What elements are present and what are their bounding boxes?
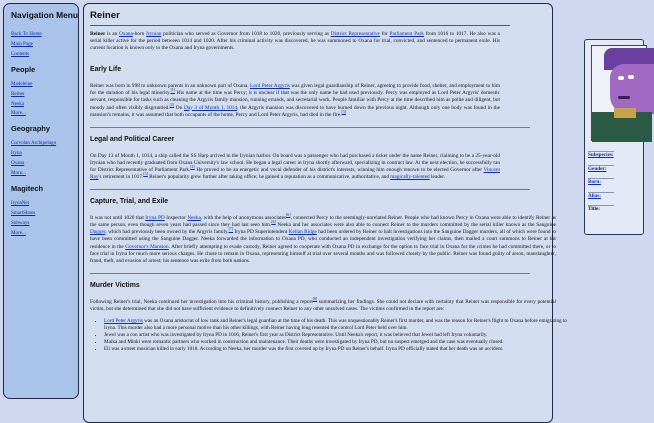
- text-run: had been ordered by Reiner to halt investigations into the Sanguine Dagger murders, all of which were found to have been committed using the Sanguine Dagger. Neeka forwarded the information to Oxana PD, who conducted an independent investigation verifying her claims, then mailed a court summons to Reiner at his residence in the: [90, 229, 556, 250]
- text-run: Eli was a street musician killed in early 1018. According to Neeka, her murder was the first covered up by Iryna PD on Reiner's behalf. Iryna PD officially stated that her death was an accident.: [104, 346, 504, 353]
- inline-link[interactable]: Vincent Ray: [90, 166, 500, 181]
- inline-link[interactable]: Parliament Park: [389, 31, 424, 37]
- infobox-subspecies-link[interactable]: Subspecies:: [588, 152, 614, 158]
- text-run: -born: [132, 31, 147, 37]
- citation-link[interactable]: [5]: [143, 172, 148, 177]
- intro-paragraph: [90, 31, 500, 52]
- nav-link-subways[interactable]: Subways: [11, 219, 30, 226]
- nav-section-people: [11, 78, 78, 118]
- citation-link[interactable]: [8]: [312, 297, 318, 302]
- section-paragraph: [90, 215, 556, 265]
- nav-link-main-page[interactable]: Main Page: [11, 40, 33, 47]
- nav-menu-title: Navigation Menu: [11, 10, 79, 20]
- nav-link-irynanet[interactable]: IrynaNet: [11, 199, 30, 206]
- text-run: Reiner was born in 998 to unknown parents in an unknown part of Oxana.: [90, 83, 250, 90]
- section-paragraph: [90, 83, 500, 118]
- nav-link-contents[interactable]: Contents: [11, 50, 30, 57]
- citation-link[interactable]: [2]: [169, 102, 175, 107]
- bold-term: Reiner: [90, 31, 106, 37]
- inline-link[interactable]: Day 3 of Month 1, 1014: [183, 104, 238, 111]
- section-divider: [90, 273, 530, 274]
- text-run: was an Oxana aristocrat of low rank and Reiner's legal guardian at the time of his death. This was unquestionably Reiner's first murder, and was the reason for Reiner's flight to Oxana before emigrating to Iryna. This murder also had a more personal motive than his other killings, with Reiner having long resented the control Lord Peter held over him.: [104, 317, 567, 332]
- nav-link-back-to-home[interactable]: Back To Home: [11, 31, 42, 37]
- article-body: [90, 31, 567, 353]
- nav-link-corvolan-archipelago[interactable]: Corvolan Archipelago: [11, 140, 57, 147]
- nav-main-links: [11, 28, 78, 58]
- infobox: [584, 39, 644, 235]
- nav-link-magitech-more[interactable]: More...: [11, 229, 26, 236]
- text-run: was given legal guardianship of Reiner, agreeing to provide food, shelter, and employment to him for the duration of his legal minority.: [90, 83, 500, 97]
- inline-link[interactable]: Lord Peter Argyris: [104, 317, 143, 324]
- citation-link[interactable]: [1]: [170, 88, 176, 93]
- nav-section-magitech: [11, 197, 78, 237]
- inline-link[interactable]: District Representative: [330, 31, 380, 37]
- nav-section-title-geography: Geography: [11, 124, 51, 134]
- text-run: from 1016 to 1017. He also was a serial killer active for the period between 1014 and 1020. After his criminal activity was discovered, he was summoned to Oxana for trial, convicted, and sentenced to permanent exile. His current location is known only to the Oxana and Iryna governments.: [90, 31, 500, 52]
- text-run: Iryna PD Superintendent: [233, 229, 289, 236]
- text-run: , with the help of anonymous associates: [200, 215, 287, 222]
- citation-link[interactable]: [3]: [341, 109, 346, 114]
- nav-section-title-magitech: Magitech: [11, 183, 44, 193]
- nav-link-iryna[interactable]: Iryna: [11, 150, 22, 157]
- text-run: Jewel was a con artist who was investigated by Iryna PD in 1016, Reiner's first year as District Representative. Until Neeka's report, it was believed that Jewel had left Iryna voluntarily.: [104, 332, 488, 339]
- text-run: Neeka and her associates were also able to connect Reiner to the murders committed by the serial killer known as the Sanguine: [275, 222, 556, 229]
- text-run: 's retirement in 1017.: [98, 174, 144, 181]
- inline-link[interactable]: Neeka: [187, 215, 201, 222]
- text-run: . After briefly attempting to evade custody, Reiner agreed to cooperate with Oxana PD in exchange for the option to face trial in Oxana for the crimes he had committed there, or to face trial in Iryna for much more serious charges. He chose to remain in Oxana, representing himself at trial over several months and was followed closely by the public. Reiner was found guilty of arson, manslaughter, fraud, theft, and evasion of arrest; his sentence was exile from both nations.: [90, 243, 556, 264]
- text-run: is an: [105, 31, 120, 37]
- text-run: He proved to be an energetic and vocal defender of his district's interests, winning him enough renown to be elected Governor after: [194, 166, 484, 173]
- nav-link-reiner[interactable]: Reiner: [11, 90, 25, 97]
- section-heading-capture-trial-and-exile: Capture, Trial, and Exile: [90, 198, 169, 206]
- text-run: , the Argyris mansion was discovered to have burned down the previous night. Although only one body was found in the mansion's remains, it was assumed that both occupants of the home, Percy and Lord Peter Argyris, had died in the fire.: [90, 104, 501, 118]
- text-run: , which had previously been owned by the Argyris family.: [105, 229, 229, 236]
- infobox-gender-link[interactable]: Gender:: [588, 165, 607, 172]
- section-divider: [90, 127, 530, 128]
- sidebar: [3, 3, 79, 399]
- text-run: politician who served as Governor from 1018 to 1020, previously serving as: [161, 31, 331, 37]
- nav-section-title-people: People: [11, 64, 36, 74]
- text-run: leader.: [429, 174, 446, 181]
- section-divider: [90, 189, 530, 190]
- text-run: Inspector: [164, 215, 188, 222]
- list-item: [104, 346, 570, 353]
- nav-link-neeka[interactable]: Neeka: [11, 100, 25, 107]
- inline-link[interactable]: Dagger: [90, 229, 106, 236]
- inline-link[interactable]: Lord Peter Argyris: [250, 83, 290, 90]
- inline-link[interactable]: Irynian: [146, 31, 162, 37]
- victim-list: [98, 318, 570, 353]
- infobox-fields: [588, 151, 614, 219]
- title-divider: [90, 25, 510, 26]
- text-run: On Day 13 of Month 1, 1014, a ship called the SS Harp arrived in the Irynian harbor. On board was a passenger who had purchased a ticket under the name Reiner, claiming to be a 25-year-old Irynian who had recently graduated from Oxana University's law school. He began a legal career in Iryna shortly afterward, specializing in contract law. At the next election, he successfully ran for District Representative of Parliament Park.: [90, 152, 500, 173]
- text-run: His name at the time was Percy; it is unclear if that was the only name he had used previously. Percy was employed as Lord Peter Argyris' domestic servant, responsible for tasks such as cleaning the Argyris family mansion, running errands, and secretarial work. People familiar with Percy at the time described him as polite and diligent, but moody and often visibly disgruntled.: [90, 90, 500, 111]
- nav-link-geography-more[interactable]: More...: [11, 170, 26, 177]
- text-run: for: [379, 31, 390, 37]
- list-item: [104, 318, 570, 332]
- section-paragraph: [90, 299, 556, 313]
- nav-section-geography: [11, 137, 78, 177]
- section-heading-legal-and-political-career: Legal and Political Career: [90, 135, 175, 143]
- infobox-title-label: Title:: [588, 206, 601, 212]
- nav-link-smartshoes[interactable]: SmartShoes: [11, 209, 36, 216]
- text-run: Reiner's popularity grew further after taking office; he gained a reputation as a communicative, authoritative, and: [147, 174, 391, 181]
- section-heading-early-life: Early Life: [90, 66, 122, 74]
- section-paragraph: [90, 153, 500, 181]
- inline-link[interactable]: Oxana: [119, 31, 133, 37]
- article-panel: [83, 3, 614, 423]
- text-run: , connected Percy to the seemingly-unrelated Reiner. People who had known Percy in Oxana were able to identify Reiner as the same person, even though seven years had passed since they had last seen him.: [90, 215, 556, 229]
- page-title: Reiner: [90, 10, 120, 21]
- citation-link[interactable]: [6]: [271, 220, 276, 225]
- citation-link[interactable]: [6]: [286, 213, 291, 218]
- text-run: It was not until 1020 that: [90, 215, 146, 222]
- inline-link[interactable]: Kellan Ridge: [288, 229, 317, 236]
- section-heading-murder-victims: Murder Victims: [90, 281, 140, 289]
- inline-link[interactable]: Iryna PD: [145, 215, 165, 222]
- citation-link[interactable]: [4]: [190, 165, 195, 170]
- nav-link-oxana[interactable]: Oxana: [11, 160, 25, 167]
- list-item: [104, 332, 570, 339]
- text-run: On: [174, 104, 184, 111]
- character-portrait: [591, 45, 647, 141]
- text-run: summarizing her findings. She could not declare with certainty that Reiner was responsible for every potential victim, but she determined that she did not have sufficient evidence to definitively connect Reiner to any other unsolved cases. The victims confirmed in the report are:: [90, 298, 556, 312]
- nav-link-madeleine[interactable]: Madeleine: [11, 80, 33, 87]
- citation-link[interactable]: [7]: [228, 227, 234, 232]
- nav-link-people-more[interactable]: More...: [11, 110, 26, 117]
- infobox-alias-link[interactable]: Alias:: [588, 192, 601, 199]
- text-run: Following Reiner's trial, Neeka continued her investigation into his criminal history, publishing a report: [90, 298, 313, 305]
- text-run: Maika and Minki were romantic partners who worked in construction and maintenance. Their deaths were investigated by Iryna PD, but no suspect emerged and the case was eventually closed.: [104, 339, 504, 346]
- inline-link[interactable]: Governor's Mansion: [125, 243, 169, 250]
- inline-link[interactable]: magically-talented: [390, 174, 430, 181]
- infobox-born-link[interactable]: Born:: [588, 179, 601, 185]
